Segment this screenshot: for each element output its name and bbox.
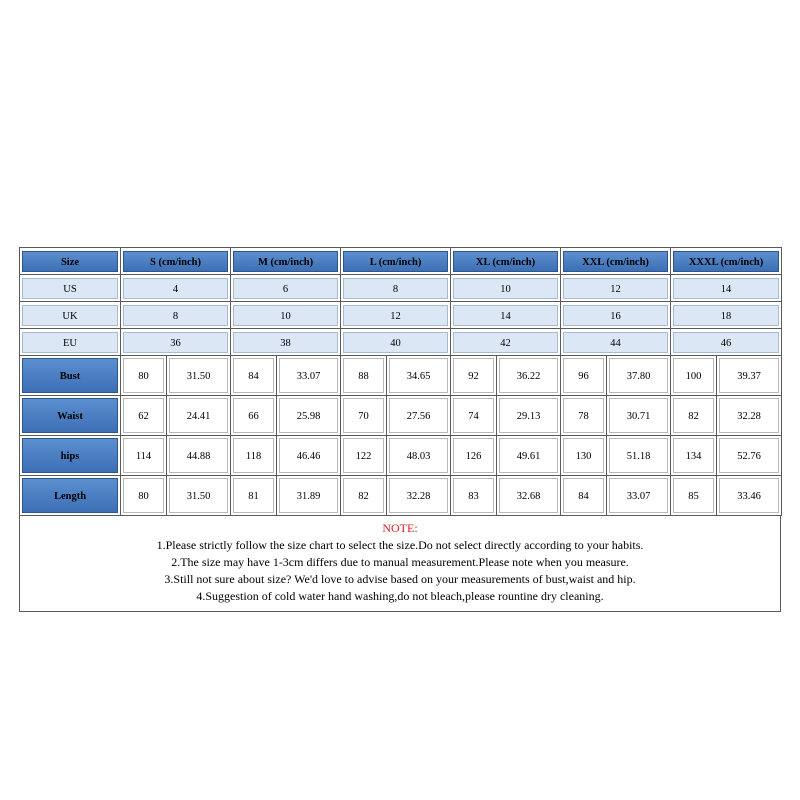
table-cell: 88 <box>343 358 384 393</box>
table-cell: 62 <box>123 398 164 433</box>
table-cell: 49.61 <box>499 438 558 473</box>
size-column-header: XL (cm/inch) <box>453 251 558 272</box>
table-cell: 81 <box>233 478 274 513</box>
header-row <box>20 248 782 275</box>
table-cell: 10 <box>233 305 338 326</box>
row-label: hips <box>22 438 118 473</box>
size-column-header: XXL (cm/inch) <box>563 251 668 272</box>
table-cell: 33.07 <box>279 358 338 393</box>
table-cell: 25.98 <box>279 398 338 433</box>
table-cell: 92 <box>453 358 494 393</box>
table-cell: 100 <box>673 358 714 393</box>
table-cell: 14 <box>673 278 779 299</box>
size-column-header: L (cm/inch) <box>343 251 448 272</box>
table-cell: 114 <box>123 438 164 473</box>
table-cell: 36.22 <box>499 358 558 393</box>
table-cell: 32.28 <box>719 398 779 433</box>
table-cell: 82 <box>673 398 714 433</box>
table-cell: 84 <box>563 478 604 513</box>
size-column-header: XXXL (cm/inch) <box>673 251 779 272</box>
table-cell: 8 <box>123 305 228 326</box>
table-cell: 27.56 <box>389 398 448 433</box>
row-label: EU <box>22 332 118 353</box>
table-cell: 31.89 <box>279 478 338 513</box>
size-chart <box>19 247 781 612</box>
note-box <box>19 516 781 612</box>
table-cell: 34.65 <box>389 358 448 393</box>
table-cell: 12 <box>563 278 668 299</box>
table-cell: 39.37 <box>719 358 779 393</box>
table-cell: 38 <box>233 332 338 353</box>
table-cell: 24.41 <box>169 398 228 433</box>
row-label: US <box>22 278 118 299</box>
table-cell: 16 <box>563 305 668 326</box>
table-row <box>20 302 782 329</box>
table-cell: 31.50 <box>169 358 228 393</box>
table-row <box>20 275 782 302</box>
note-line-4: 4.Suggestion of cold water hand washing,do not bleach,please rountine dry cleaning. <box>196 589 604 603</box>
table-cell: 82 <box>343 478 384 513</box>
row-label: Bust <box>22 358 118 393</box>
table-row <box>20 329 782 356</box>
table-cell: 37.80 <box>609 358 668 393</box>
table-row <box>20 396 782 436</box>
table-cell: 126 <box>453 438 494 473</box>
table-cell: 33.46 <box>719 478 779 513</box>
note-line-2: 2.The size may have 1-3cm differs due to manual measurement.Please note when you measure. <box>171 555 629 569</box>
table-row <box>20 436 782 476</box>
table-cell: 31.50 <box>169 478 228 513</box>
table-cell: 29.13 <box>499 398 558 433</box>
table-cell: 6 <box>233 278 338 299</box>
table-cell: 10 <box>453 278 558 299</box>
row-label: Waist <box>22 398 118 433</box>
table-cell: 80 <box>123 358 164 393</box>
table-cell: 122 <box>343 438 384 473</box>
note-title: NOTE: <box>382 521 418 535</box>
table-cell: 118 <box>233 438 274 473</box>
table-cell: 96 <box>563 358 604 393</box>
table-cell: 44.88 <box>169 438 228 473</box>
table-cell: 36 <box>123 332 228 353</box>
table-cell: 18 <box>673 305 779 326</box>
table-cell: 30.71 <box>609 398 668 433</box>
table-cell: 8 <box>343 278 448 299</box>
table-cell: 48.03 <box>389 438 448 473</box>
note-line-3: 3.Still not sure about size? We'd love to advise based on your measurements of bust,waist and hip. <box>164 572 636 586</box>
table-cell: 52.76 <box>719 438 779 473</box>
table-cell: 83 <box>453 478 494 513</box>
table-cell: 74 <box>453 398 494 433</box>
table-cell: 130 <box>563 438 604 473</box>
table-row <box>20 476 782 516</box>
note-line-1: 1.Please strictly follow the size chart to select the size.Do not select directly according to your habits. <box>156 538 644 552</box>
table-cell: 33.07 <box>609 478 668 513</box>
table-cell: 66 <box>233 398 274 433</box>
table-cell: 12 <box>343 305 448 326</box>
table-cell: 40 <box>343 332 448 353</box>
size-column-header: M (cm/inch) <box>233 251 338 272</box>
table-cell: 4 <box>123 278 228 299</box>
table-cell: 85 <box>673 478 714 513</box>
row-label: UK <box>22 305 118 326</box>
table-cell: 42 <box>453 332 558 353</box>
table-cell: 46 <box>673 332 779 353</box>
table-cell: 70 <box>343 398 384 433</box>
table-cell: 44 <box>563 332 668 353</box>
table-cell: 51.18 <box>609 438 668 473</box>
table-cell: 80 <box>123 478 164 513</box>
size-header-cell: Size <box>22 251 118 272</box>
table-cell: 46.46 <box>279 438 338 473</box>
size-table <box>19 247 782 516</box>
table-cell: 14 <box>453 305 558 326</box>
size-column-header: S (cm/inch) <box>123 251 228 272</box>
row-label: Length <box>22 478 118 513</box>
table-cell: 134 <box>673 438 714 473</box>
table-cell: 32.28 <box>389 478 448 513</box>
table-cell: 32.68 <box>499 478 558 513</box>
table-cell: 78 <box>563 398 604 433</box>
table-row <box>20 356 782 396</box>
table-cell: 84 <box>233 358 274 393</box>
